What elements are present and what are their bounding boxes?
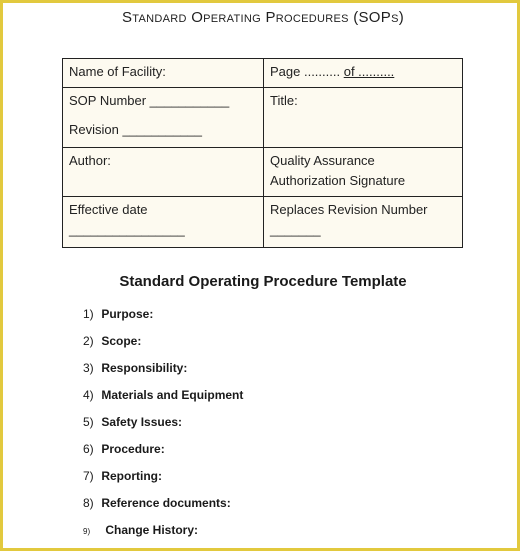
section-label: Scope: [101, 334, 142, 348]
section-label: Reporting: [101, 469, 162, 483]
page-of-link[interactable]: of .......... [343, 64, 395, 79]
table-row [63, 59, 463, 88]
sop-number-cell [63, 88, 264, 148]
title-label: Title: [270, 93, 298, 108]
list-item: 8) Reference documents: [83, 496, 231, 510]
facility-label: Name of Facility: [69, 64, 166, 79]
author-label: Author: [69, 153, 111, 168]
revision-field: Revision ___________ [69, 122, 202, 137]
qa-label-line2: Authorization Signature [270, 173, 406, 188]
facility-cell [63, 59, 264, 88]
list-item: 6) Procedure: [83, 442, 165, 456]
qa-signature-cell [264, 148, 463, 197]
list-item: 4) Materials and Equipment [83, 388, 244, 402]
table-row [63, 88, 463, 148]
document-title: Standard Operating Procedures (SOPs) [121, 9, 405, 26]
list-item: 7) Reporting: [83, 469, 162, 483]
replaces-revision-label: Replaces Revision Number [270, 202, 428, 217]
table-row [63, 197, 463, 248]
replaces-revision-blank: _______ [270, 222, 321, 237]
section-list [83, 306, 243, 549]
replaces-revision-cell [264, 197, 463, 248]
section-label: Reference documents: [101, 496, 231, 510]
sop-info-table [62, 58, 463, 248]
section-label: Responsibility: [101, 361, 188, 375]
qa-label-line1: Quality Assurance [270, 153, 375, 168]
list-item: 1) Purpose: [83, 307, 154, 321]
page-cell [264, 59, 463, 88]
section-label: Change History: [105, 523, 199, 537]
section-label: Purpose: [101, 307, 154, 321]
list-item: 9) Change History: [83, 523, 199, 537]
effective-date-label: Effective date [69, 202, 148, 217]
effective-date-blank: ________________ [69, 222, 185, 237]
list-item: 5) Safety Issues: [83, 415, 183, 429]
author-cell [63, 148, 264, 197]
list-item: 2) Scope: [83, 334, 142, 348]
title-cell [264, 88, 463, 148]
section-label: Materials and Equipment [101, 388, 244, 402]
sop-number-field: SOP Number ___________ [69, 93, 230, 108]
template-title: Standard Operating Procedure Template [119, 273, 407, 290]
effective-date-cell [63, 197, 264, 248]
list-item: 3) Responsibility: [83, 361, 188, 375]
page-prefix: Page .......... [270, 64, 341, 79]
section-label: Safety Issues: [101, 415, 183, 429]
section-label: Procedure: [101, 442, 165, 456]
table-row [63, 148, 463, 197]
